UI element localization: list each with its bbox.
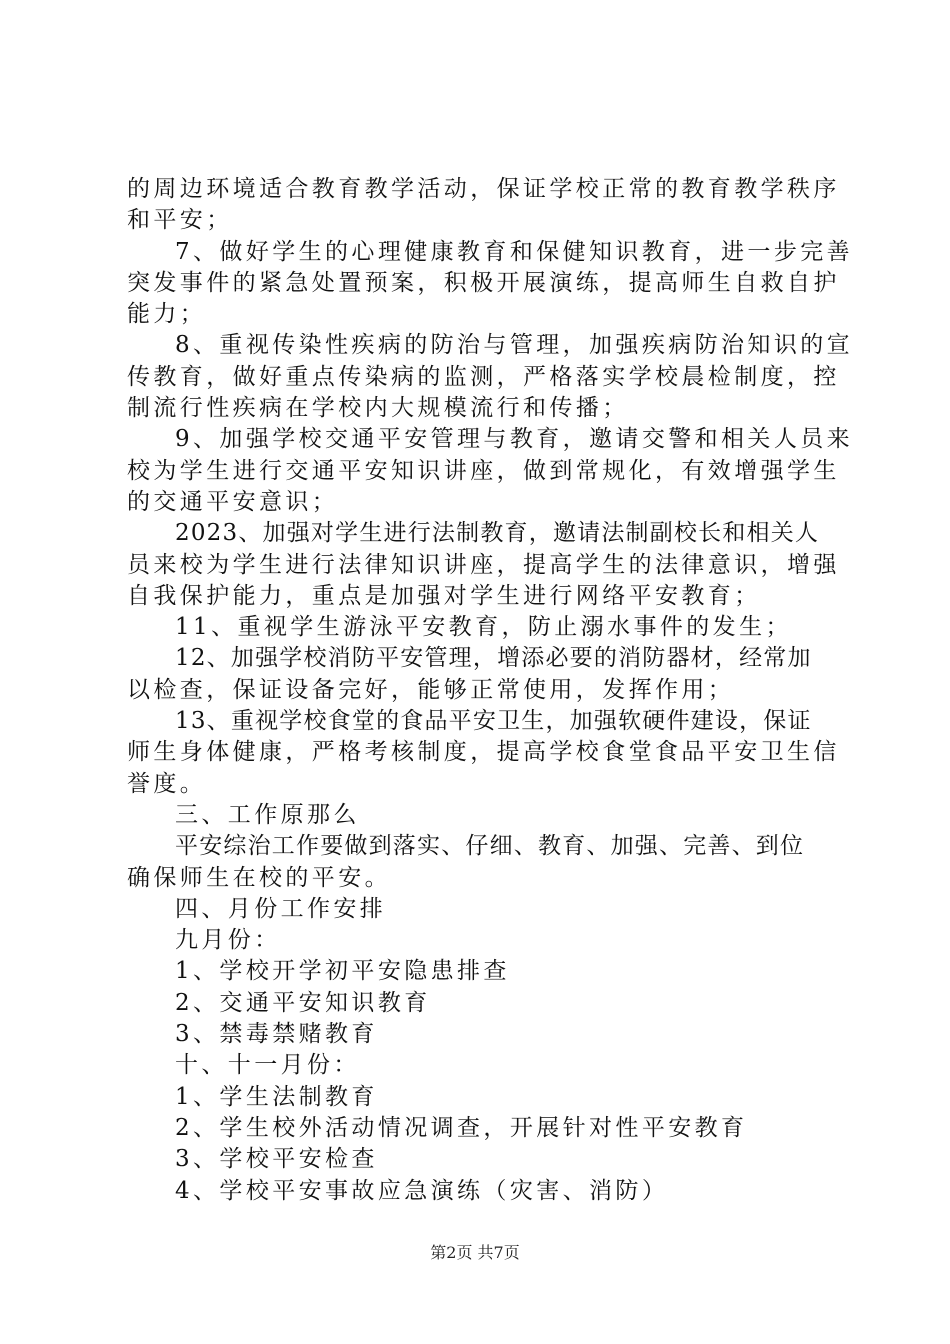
text-line: 的周边环境适合教育教学活动，保证学校正常的教育教学秩序 bbox=[127, 176, 840, 202]
list-item-13: 13、重视学校食堂的食品平安卫生，加强软硬件建设，保证 bbox=[175, 708, 812, 735]
plan-item: 3、学校平安检查 bbox=[175, 1146, 378, 1173]
text-line: 突发事件的紧急处置预案，积极开展演练，提高师生自救自护 bbox=[127, 269, 840, 296]
plan-item: 2、交通平安知识教育 bbox=[175, 989, 431, 1016]
plan-item: 1、学校开学初平安隐患排查 bbox=[175, 958, 510, 985]
plan-item: 4、学校平安事故应急演练（灾害、消防） bbox=[175, 1177, 669, 1204]
section-heading-monthly-plan: 四、月份工作安排 bbox=[175, 895, 387, 922]
text-line: 誉度。 bbox=[127, 770, 207, 797]
text-line: 自我保护能力，重点是加强对学生进行网络平安教育； bbox=[127, 582, 761, 609]
list-item-12: 12、加强学校消防平安管理，增添必要的消防器材，经常加 bbox=[175, 645, 812, 672]
text-line: 员来校为学生进行法律知识讲座，提高学生的法律意识，增强 bbox=[127, 551, 840, 578]
month-heading-october-november: 十、十一月份： bbox=[175, 1052, 360, 1079]
document-body bbox=[127, 174, 854, 1207]
plan-item: 2、学生校外活动情况调查，开展针对性平安教育 bbox=[175, 1114, 748, 1141]
month-heading-september: 九月份： bbox=[175, 927, 281, 954]
plan-item: 3、禁毒禁赌教育 bbox=[175, 1021, 378, 1048]
list-item-2023: 2023、加强对学生进行法制教育，邀请法制副校长和相关人 bbox=[175, 520, 820, 547]
text-line: 以检查，保证设备完好，能够正常使用，发挥作用； bbox=[127, 676, 735, 703]
text-line: 传教育，做好重点传染病的监测，严格落实学校晨检制度，控 bbox=[127, 363, 840, 390]
section-heading-principles: 三、工作原那么 bbox=[175, 801, 360, 828]
text-line: 平安综治工作要做到落实、仔细、教育、加强、完善、到位 bbox=[175, 833, 805, 860]
plan-item: 1、学生法制教育 bbox=[175, 1083, 378, 1110]
text-line: 和平安； bbox=[127, 207, 233, 234]
list-item-8: 8、重视传染性疾病的防治与管理，加强疾病防治知识的宣 bbox=[175, 332, 854, 359]
text-line: 校为学生进行交通平安知识讲座，做到常规化，有效增强学生 bbox=[127, 457, 840, 484]
list-item-11: 11、重视学生游泳平安教育，防止溺水事件的发生； bbox=[175, 614, 792, 641]
page-number-footer: 第2页 共7页 bbox=[430, 1243, 520, 1262]
text-line: 制流行性疾病在学校内大规模流行和传播； bbox=[127, 395, 629, 422]
list-item-7: 7、做好学生的心理健康教育和保健知识教育，进一步完善 bbox=[175, 238, 854, 265]
text-line: 师生身体健康，严格考核制度，提高学校食堂食品平安卫生信 bbox=[127, 739, 840, 766]
text-line: 能力； bbox=[127, 301, 207, 328]
list-item-9: 9、加强学校交通平安管理与教育，邀请交警和相关人员来 bbox=[175, 426, 854, 453]
text-line: 的交通平安意识； bbox=[127, 488, 339, 515]
text-line: 确保师生在校的平安。 bbox=[127, 864, 391, 891]
